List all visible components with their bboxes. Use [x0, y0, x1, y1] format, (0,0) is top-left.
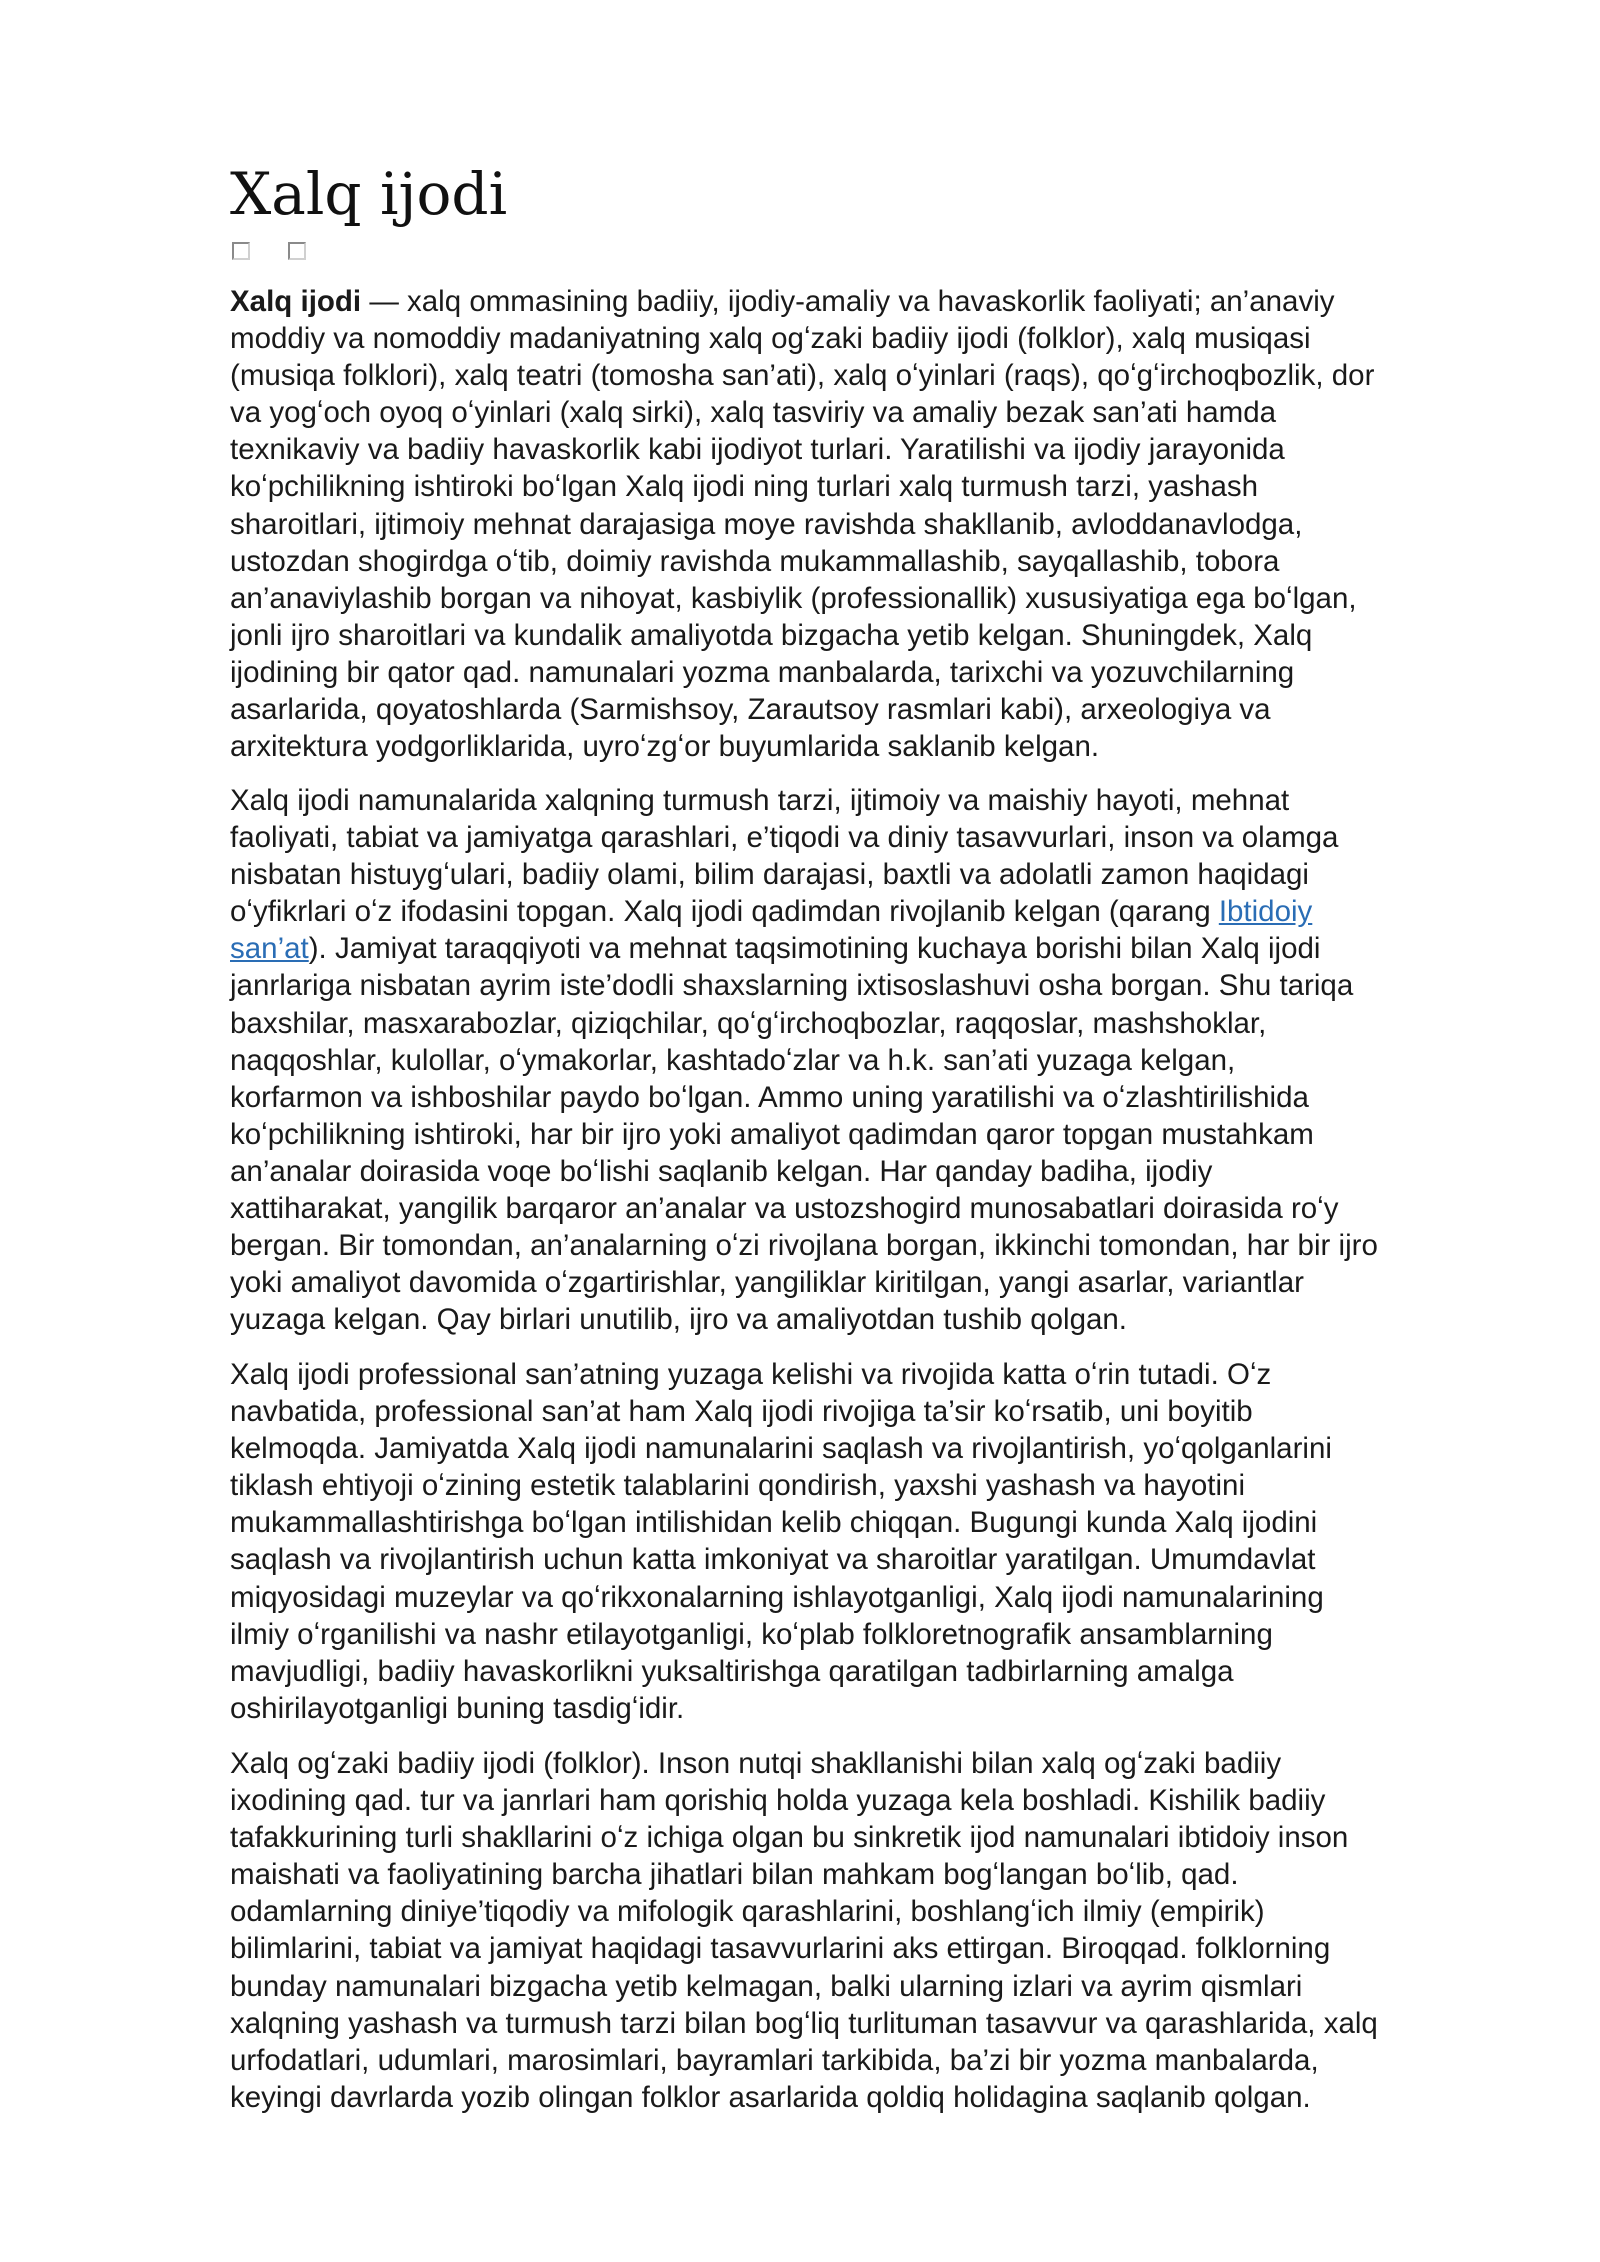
paragraph-line: koʻpchilikning ishtiroki, har bir ijro yoki amaliyot qadimdan qaror topgan mustahkam: [230, 1117, 1314, 1151]
image-placeholder-icon: [288, 242, 306, 260]
link-ibtidoiy-sanat[interactable]: san’at: [230, 932, 309, 966]
paragraph-line: ijodining bir qator qad. namunalari yozma manbalarda, tarixchi va yozuvchilarning: [230, 655, 1295, 689]
paragraph-line: ilmiy oʻrganilishi va nashr etilayotganligi, koʻplab folkloretnografik ansamblarning: [230, 1617, 1273, 1651]
page-title: Xalq ijodi: [230, 160, 508, 228]
paragraph-line: kelmoqda. Jamiyatda Xalq ijodi namunalarini saqlash va rivojlantirish, yoʻqolganlarini: [230, 1432, 1332, 1466]
paragraph-line: (musiqa folklori), xalq teatri (tomosha san’ati), xalq oʻyinlari (raqs), qoʻgʻirchoqbozlik, dor: [230, 359, 1375, 393]
paragraph-line: Xalq ijodi professional san’atning yuzaga kelishi va rivojida katta oʻrin tutadi. Oʻz: [230, 1358, 1272, 1391]
image-placeholder-icon: [232, 242, 250, 260]
paragraph-intro: [230, 283, 1374, 765]
paragraph-line: va yogʻoch oyoq oʻyinlari (xalq sirki), xalq tasviriy va amaliy bezak san’ati hamda: [230, 396, 1277, 430]
paragraph-text: ). Jamiyat taraqqiyoti va mehnat taqsimotining kuchaya borishi bilan Xalq ijodi: [308, 932, 1321, 966]
paragraph-line: saqlash va rivojlantirish uchun katta imkoniyat va sharoitlar yaratilgan. Umumdavlat: [230, 1543, 1316, 1577]
paragraph-line: navbatida, professional san’at ham Xalq ijodi rivojiga ta’sir koʻrsatib, uni boyitib: [230, 1395, 1253, 1429]
paragraph-line: [230, 930, 1378, 967]
paragraph-line: koʻpchilikning ishtiroki boʻlgan Xalq ijodi ning turlari xalq turmush tarzi, yashash: [230, 470, 1259, 504]
paragraph-line: an’anaviylashib borgan va nihoyat, kasbiylik (professionallik) xususiyatiga ega boʻlgan,: [230, 581, 1357, 615]
paragraph-line: tiklash ehtiyoji oʻzining estetik talablarini qondirish, yaxshi yashash va hayotini: [230, 1469, 1246, 1503]
paragraph-line: Xalq ogʻzaki badiiy ijodi (folklor). Inson nutqi shakllanishi bilan xalq ogʻzaki badiiy: [230, 1747, 1282, 1780]
paragraph-line: urfodatlari, udumlari, marosimlari, bayramlari tarkibida, ba’zi bir yozma manbalarda,: [230, 2043, 1319, 2077]
paragraph-line: yoki amaliyot davomida oʻzgartirishlar, yangiliklar kiritilgan, yangi asarlar, variantlar: [230, 1266, 1304, 1300]
paragraph-line: asarlarida, qoyatoshlarda (Sarmishsoy, Zarautsoy rasmlari kabi), arxeologiya va: [230, 693, 1271, 727]
paragraph-line: an’analar doirasida voqe boʻlishi saqlanib kelgan. Har qanday badiha, ijodiy: [230, 1154, 1213, 1188]
paragraph-folklore: [230, 1745, 1378, 2116]
paragraph-line: [230, 283, 1374, 320]
paragraph-line: mukammallashtirishga boʻlgan intilishidan kelib chiqqan. Bugungi kunda Xalq ijodini: [230, 1506, 1318, 1540]
paragraph-line: faoliyati, tabiat va jamiyatga qarashlari, e’tiqodi va diniy tasavvurlari, inson va olamga: [230, 821, 1339, 855]
link-ibtidoiy-sanat[interactable]: Ibtidoiy: [1218, 895, 1313, 929]
paragraph-line: bunday namunalari bizgacha yetib kelmagan, balki ularning izlari va ayrim qismlari: [230, 1969, 1303, 2003]
paragraph-line: ustozdan shogirdga oʻtib, doimiy ravishda mukammallashib, sayqallashib, tobora: [230, 544, 1280, 578]
paragraph-line: jonli ijro sharoitlari va kundalik amaliyotda bizgacha yetib kelgan. Shuningdek, Xalq: [230, 618, 1313, 652]
paragraph-line: bilimlarini, tabiat va jamiyat haqidagi tasavvurlarini aks ettirgan. Biroqqad. folklorning: [230, 1932, 1331, 1966]
paragraph-line: yuzaga kelgan. Qay birlari unutilib, ijro va amaliyotdan tushib qolgan.: [230, 1303, 1127, 1337]
term-bold: Xalq ijodi: [230, 285, 362, 318]
paragraph-line: korfarmon va ishboshilar paydo boʻlgan. Ammo uning yaratilishi va oʻzlashtirilishida: [230, 1080, 1309, 1114]
paragraph-line: xalqning yashash va turmush tarzi bilan bogʻliq turlituman tasavvur va qarashlarida, xalq: [230, 2006, 1378, 2040]
paragraph-professional-art: [230, 1356, 1332, 1727]
paragraph-text: — xalq ommasining badiiy, ijodiy-amaliy va havaskorlik faoliyati; an’anaviy: [361, 285, 1335, 318]
paragraph-line: naqqoshlar, kulollar, oʻymakorlar, kashtadoʻzlar va h.k. san’ati yuzaga kelgan,: [230, 1043, 1236, 1077]
paragraph-samples: [230, 782, 1378, 1338]
paragraph-line: ixodining qad. tur va janrlari ham qorishiq holda yuzaga kela boshladi. Kishilik badiiy: [230, 1784, 1326, 1818]
paragraph-line: arxitektura yodgorliklarida, uyroʻzgʻor buyumlarida saklanib kelgan.: [230, 730, 1100, 764]
paragraph-line: maishati va faoliyatining barcha jihatlari bilan mahkam bogʻlangan boʻlib, qad.: [230, 1858, 1239, 1892]
paragraph-line: sharoitlari, ijtimoiy mehnat darajasiga moye ravishda shakllanib, avloddanavlodga,: [230, 507, 1303, 541]
paragraph-line: tafakkurining turli shakllarini oʻz ichiga olgan bu sinkretik ijod namunalari ibtidoiy inson: [230, 1821, 1349, 1855]
paragraph-line: janrlariga nisbatan ayrim iste’dodli shaxslarning ixtisoslashuvi osha borgan. Shu tariqa: [230, 969, 1354, 1003]
paragraph-line: texnikaviy va badiiy havaskorlik kabi ijodiyot turlari. Yaratilishi va ijodiy jarayonida: [230, 433, 1285, 467]
paragraph-line: nisbatan histuygʻulari, badiiy olami, bilim darajasi, baxtli va adolatli zamon haqidagi: [230, 858, 1309, 892]
paragraph-line: bergan. Bir tomondan, an’analarning oʻzi rivojlana borgan, ikkinchi tomondan, har bir ijro: [230, 1229, 1378, 1263]
paragraph-line: baxshilar, masxarabozlar, qiziqchilar, qoʻgʻirchoqbozlar, raqqoslar, mashshoklar,: [230, 1006, 1267, 1040]
paragraph-line: oshirilayotganligi buning tasdigʻidir.: [230, 1691, 685, 1725]
paragraph-text: oʻyfikrlari oʻz ifodasini topgan. Xalq ijodi qadimdan rivojlanib kelgan (qarang: [230, 895, 1219, 929]
paragraph-line: xattiharakat, yangilik barqaror an’analar va ustozshogird munosabatlari doirasida roʻy: [230, 1192, 1339, 1226]
paragraph-line: mavjudligi, badiiy havaskorlikni yuksaltirishga qaratilgan tadbirlarning amalga: [230, 1654, 1234, 1688]
paragraph-line: odamlarning diniye’tiqodiy va mifologik qarashlarini, boshlangʻich ilmiy (empirik): [230, 1895, 1265, 1929]
paragraph-line: keyingi davrlarda yozib olingan folklor asarlarida qoldiq holidagina saqlanib qolgan.: [230, 2080, 1311, 2114]
paragraph-line: [230, 893, 1378, 930]
paragraph-line: miqyosidagi muzeylar va qoʻrikxonalarning ishlayotganligi, Xalq ijodi namunalarining: [230, 1580, 1324, 1614]
paragraph-line: Xalq ijodi namunalarida xalqning turmush tarzi, ijtimoiy va maishiy hayoti, mehnat: [230, 784, 1290, 817]
paragraph-line: moddiy va nomoddiy madaniyatning xalq ogʻzaki badiiy ijodi (folklor), xalq musiqasi: [230, 322, 1311, 356]
